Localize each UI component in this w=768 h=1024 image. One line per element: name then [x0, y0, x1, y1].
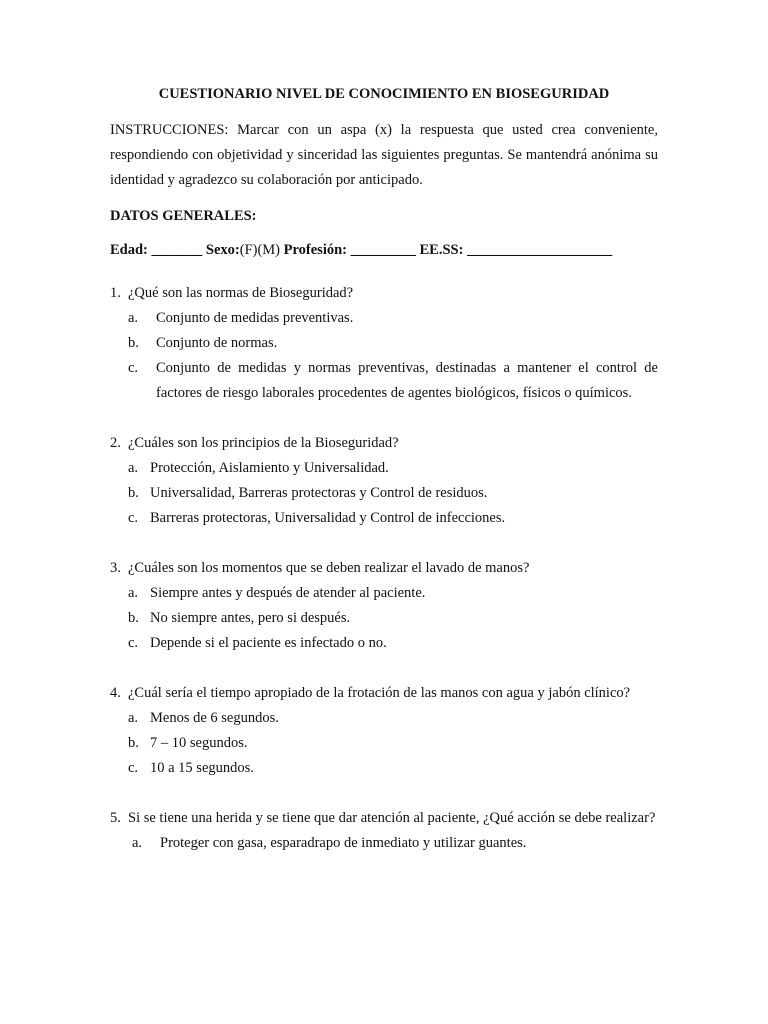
option-text: Menos de 6 segundos.: [150, 710, 279, 726]
option-list: [110, 456, 658, 531]
question-5: [110, 806, 658, 856]
option-item[interactable]: [110, 331, 658, 356]
eess-blank[interactable]: ____________________: [467, 242, 613, 258]
sexo-options[interactable]: (F)(M): [239, 242, 281, 258]
profesion-blank[interactable]: : _________: [342, 242, 416, 258]
question-text: ¿Cuál sería el tiempo apropiado de la frotación de las manos con agua y jabón clínico?: [128, 685, 631, 701]
option-item[interactable]: [110, 731, 658, 756]
option-text: 10 a 15 segundos.: [150, 760, 254, 776]
option-item[interactable]: [110, 831, 658, 856]
datos-generales-fields: [110, 239, 658, 261]
option-text: Barreras protectoras, Universalidad y Control de infecciones.: [150, 510, 506, 526]
option-letter: c.: [128, 635, 139, 651]
option-letter: c.: [128, 760, 139, 776]
option-text: 7 – 10 segundos.: [150, 735, 248, 751]
option-letter: b.: [128, 485, 139, 501]
option-list: [110, 831, 658, 856]
option-item[interactable]: [110, 706, 658, 731]
option-letter: a.: [128, 460, 139, 476]
question-number: 4.: [110, 685, 121, 701]
question-text: ¿Qué son las normas de Bioseguridad?: [128, 285, 354, 301]
question-number: 2.: [110, 435, 121, 451]
option-letter: c.: [128, 510, 139, 526]
option-letter: a.: [128, 710, 139, 726]
option-list: [110, 306, 658, 406]
option-text: Conjunto de normas.: [156, 335, 278, 351]
option-letter: a.: [132, 835, 143, 851]
question-4: [110, 681, 658, 781]
edad-label: Edad:: [110, 242, 148, 258]
option-letter: b.: [128, 610, 139, 626]
option-text: Depende si el paciente es infectado o no.: [150, 635, 387, 651]
option-item[interactable]: [110, 481, 658, 506]
instructions-paragraph: INSTRUCCIONES: Marcar con un aspa (x) la respuesta que usted crea conveniente, respondiendo con objetividad y sinceridad las siguientes preguntas. Se mantendrá anónima su identidad y agradezco su colaboración por anticipado.: [110, 122, 658, 188]
profesion-label: Profesión: [283, 242, 343, 258]
option-item[interactable]: [110, 606, 658, 631]
option-text: Conjunto de medidas preventivas.: [156, 310, 354, 326]
option-item[interactable]: [110, 631, 658, 656]
option-list: [110, 706, 658, 781]
question-number: 3.: [110, 560, 121, 576]
option-text: Siempre antes y después de atender al paciente.: [150, 585, 426, 601]
option-text: Universalidad, Barreras protectoras y Control de residuos.: [150, 485, 488, 501]
option-item[interactable]: [110, 506, 658, 531]
option-text: No siempre antes, pero si después.: [150, 610, 351, 626]
option-letter: a.: [128, 585, 139, 601]
edad-blank[interactable]: _______: [151, 242, 203, 258]
question-number: 1.: [110, 285, 121, 301]
question-text: ¿Cuáles son los momentos que se deben realizar el lavado de manos?: [128, 560, 530, 576]
option-item[interactable]: [110, 356, 658, 406]
question-number: 5.: [110, 810, 121, 826]
option-letter: b.: [128, 335, 139, 351]
option-text: Protección, Aislamiento y Universalidad.: [150, 460, 389, 476]
option-letter: b.: [128, 735, 139, 751]
question-text: ¿Cuáles son los principios de la Bioseguridad?: [128, 435, 399, 451]
question-2: [110, 431, 658, 531]
option-letter: a.: [128, 310, 139, 326]
datos-generales-heading: DATOS GENERALES:: [110, 208, 257, 224]
option-item[interactable]: [110, 456, 658, 481]
document-title: CUESTIONARIO NIVEL DE CONOCIMIENTO EN BIOSEGURIDAD: [158, 86, 610, 102]
option-item[interactable]: [110, 581, 658, 606]
option-text: Conjunto de medidas y normas preventivas, destinadas a mantener el control de factores de riesgo laborales procedentes de agentes biológicos, físicos o químicos.: [156, 360, 658, 401]
sexo-label: Sexo:: [205, 242, 240, 258]
eess-label: EE.SS:: [419, 242, 464, 258]
option-letter: c.: [128, 360, 139, 376]
question-text: Si se tiene una herida y se tiene que dar atención al paciente, ¿Qué acción se debe realizar?: [128, 810, 656, 826]
option-item[interactable]: [110, 306, 658, 331]
option-item[interactable]: [110, 756, 658, 781]
option-text: Proteger con gasa, esparadrapo de inmediato y utilizar guantes.: [160, 835, 527, 851]
option-list: [110, 581, 658, 656]
question-3: [110, 556, 658, 656]
question-1: [110, 281, 658, 406]
